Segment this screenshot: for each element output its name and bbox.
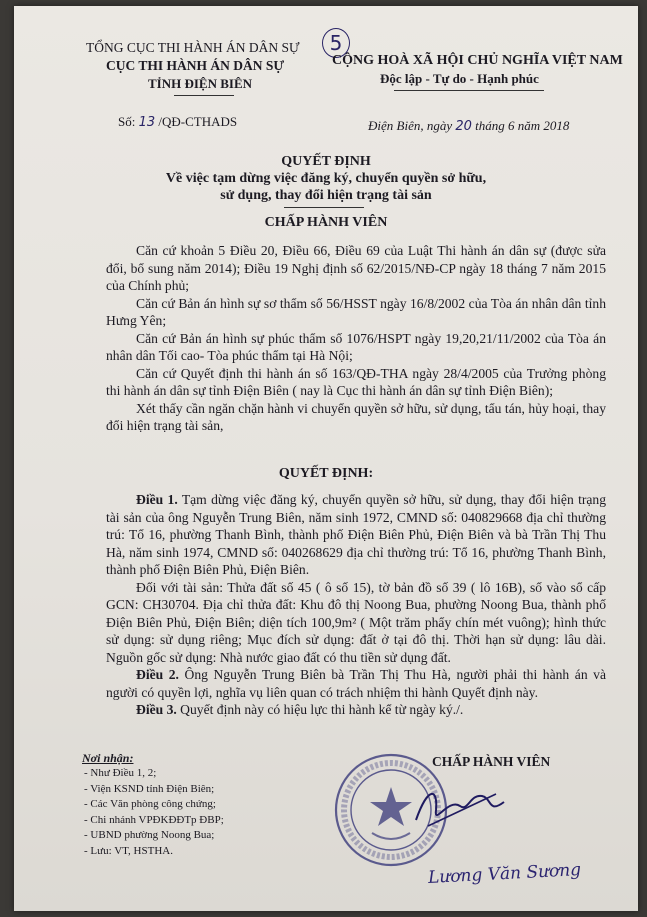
- page-number-handwritten: 5: [322, 28, 350, 58]
- place-date-prefix: Điện Biên, ngày: [368, 118, 456, 133]
- agency-line-3: TỈNH ĐIỆN BIÊN: [148, 76, 253, 91]
- recipient-item: - UBND phường Noong Bua;: [84, 828, 224, 844]
- doc-number-handwritten: 13: [138, 115, 156, 130]
- recipient-item: - Như Điều 1, 2;: [84, 766, 224, 782]
- agency-line-1: TỔNG CỤC THI HÀNH ÁN DÂN SỰ: [86, 40, 300, 55]
- articles: [106, 491, 606, 719]
- document-subject-line-2: sử dụng, thay đổi hiện trạng tài sản: [220, 188, 432, 203]
- preamble-paragraph: Căn cứ khoản 5 Điều 20, Điều 66, Điều 69 của Luật Thi hành án dân sự (được sửa đổi, bổ sung năm 2014); Điều 19 Nghị định số 62/2015/NĐ-CP ngày 18 tháng 7 năm 2015 của Chính phủ;: [106, 243, 606, 293]
- document-title: QUYẾT ĐỊNH: [281, 154, 371, 169]
- article-1: [106, 491, 606, 579]
- document-subject-line-1: Về việc tạm dừng việc đăng ký, chuyển quyền sở hữu,: [165, 171, 487, 186]
- article-2-label: Điều 2.: [136, 667, 179, 682]
- article-1-label: Điều 1.: [136, 492, 178, 507]
- place-date-suffix: tháng 6 năm 2018: [471, 118, 570, 133]
- article-3-text: Quyết định này có hiệu lực thi hành kể từ ngày ký./.: [176, 702, 464, 717]
- document-number: [118, 114, 237, 130]
- place-date: [368, 118, 569, 134]
- place-date-day: 20: [455, 119, 472, 134]
- article-3: [106, 701, 606, 719]
- handwritten-signature-icon: [408, 776, 508, 836]
- recipient-item: - Các Văn phòng công chứng;: [84, 797, 224, 813]
- article-2-text: Ông Nguyễn Trung Biên bà Trần Thị Thu Hà, người phải thi hành án và người có quyền lợi, nghĩa vụ liên quan có trách nhiệm thi hành Quyết định này.: [106, 667, 607, 700]
- doc-number-suffix: /QĐ-CTHADS: [155, 114, 238, 129]
- doc-number-prefix: Số:: [118, 114, 139, 129]
- preamble-paragraph: Căn cứ Quyết định thi hành án số 163/QĐ-THA ngày 28/4/2005 của Trưởng phòng thi hành án dân sự tỉnh Điện Biên ( nay là Cục thi hành án dân sự tỉnh Điện Biên);: [106, 365, 606, 398]
- signature-heading: CHẤP HÀNH VIÊN: [432, 754, 551, 769]
- motto-underline: [394, 90, 544, 91]
- title-underline: [284, 207, 364, 208]
- preamble: [106, 242, 606, 435]
- recipient-item: - Lưu: VT, HSTHA.: [84, 844, 224, 860]
- agency-underline: [174, 95, 234, 96]
- article-2: [106, 666, 606, 701]
- agency-line-2: CỤC THI HÀNH ÁN DÂN SỰ: [106, 58, 285, 73]
- article-3-label: Điều 3.: [136, 702, 177, 717]
- decision-heading: QUYẾT ĐỊNH:: [278, 466, 374, 481]
- country-name: CỘNG HOÀ XÃ HỘI CHỦ NGHĨA VIỆT NAM: [332, 53, 623, 68]
- document-page: [14, 6, 638, 911]
- signer-name: Lương Văn Sương: [427, 860, 582, 888]
- officer-heading: CHẤP HÀNH VIÊN: [264, 215, 388, 230]
- preamble-paragraph: Căn cứ Bản án hình sự phúc thẩm số 1076/HSPT ngày 19,20,21/11/2002 của Tòa án nhân dân Tối cao- Tòa phúc thẩm tại Hà Nội;: [106, 330, 606, 363]
- country-motto: Độc lập - Tự do - Hạnh phúc: [380, 71, 539, 86]
- preamble-paragraph: Xét thấy cần ngăn chặn hành vi chuyển quyền sở hữu, sử dụng, tẩu tán, hủy hoại, thay đổi hiện trạng tài sản,: [106, 400, 606, 433]
- recipients-title: Nơi nhận:: [82, 751, 134, 765]
- recipient-item: - Chi nhánh VPĐKĐĐTp ĐBP;: [84, 813, 224, 829]
- article-1-text: Tạm dừng việc đăng ký, chuyển quyền sở hữu, sử dụng, thay đổi hiện trạng tài sản của ông Nguyễn Trung Biên, năm sinh 1972, CMND số: 040829668 địa chỉ thường trú: Tổ 16, phường Thanh Bình, thành phố Điện Biên Phủ, Điện Biên và bà Trần Thị Thu Hà, năm sinh 1974, CMND số: 040268629 địa chỉ thường trú: Tổ 16, phường Thanh Bình, thành phố Điện Biên Phủ, Điện Biên.: [106, 492, 607, 577]
- article-1-asset: Đối với tài sản: Thửa đất số 45 ( ô số 15), tờ bản đồ số 39 ( lô 16B), số vào sổ cấp GCN: CH30704. Địa chỉ thửa đất: Khu đô thị Noong Bua, phường Noong Bua, thành phố Điện Biên Phủ, Điện Biên; diện tích 100,9m² ( Một trăm phẩy chín mét vuông); hình thức sử dụng: sử dụng riêng; Mục đích sử dụng: đất ở tại đô thị. Thời hạn sử dụng: lâu dài. Nguồn gốc sử dụng: Nhà nước giao đất có thu tiền sử dụng đất.: [106, 579, 606, 665]
- recipient-item: - Viện KSND tỉnh Điện Biên;: [84, 782, 224, 798]
- preamble-paragraph: Căn cứ Bản án hình sự sơ thẩm số 56/HSST ngày 16/8/2002 của Tòa án nhân dân tỉnh Hưng Yên;: [106, 295, 606, 328]
- recipients-list: [84, 766, 224, 860]
